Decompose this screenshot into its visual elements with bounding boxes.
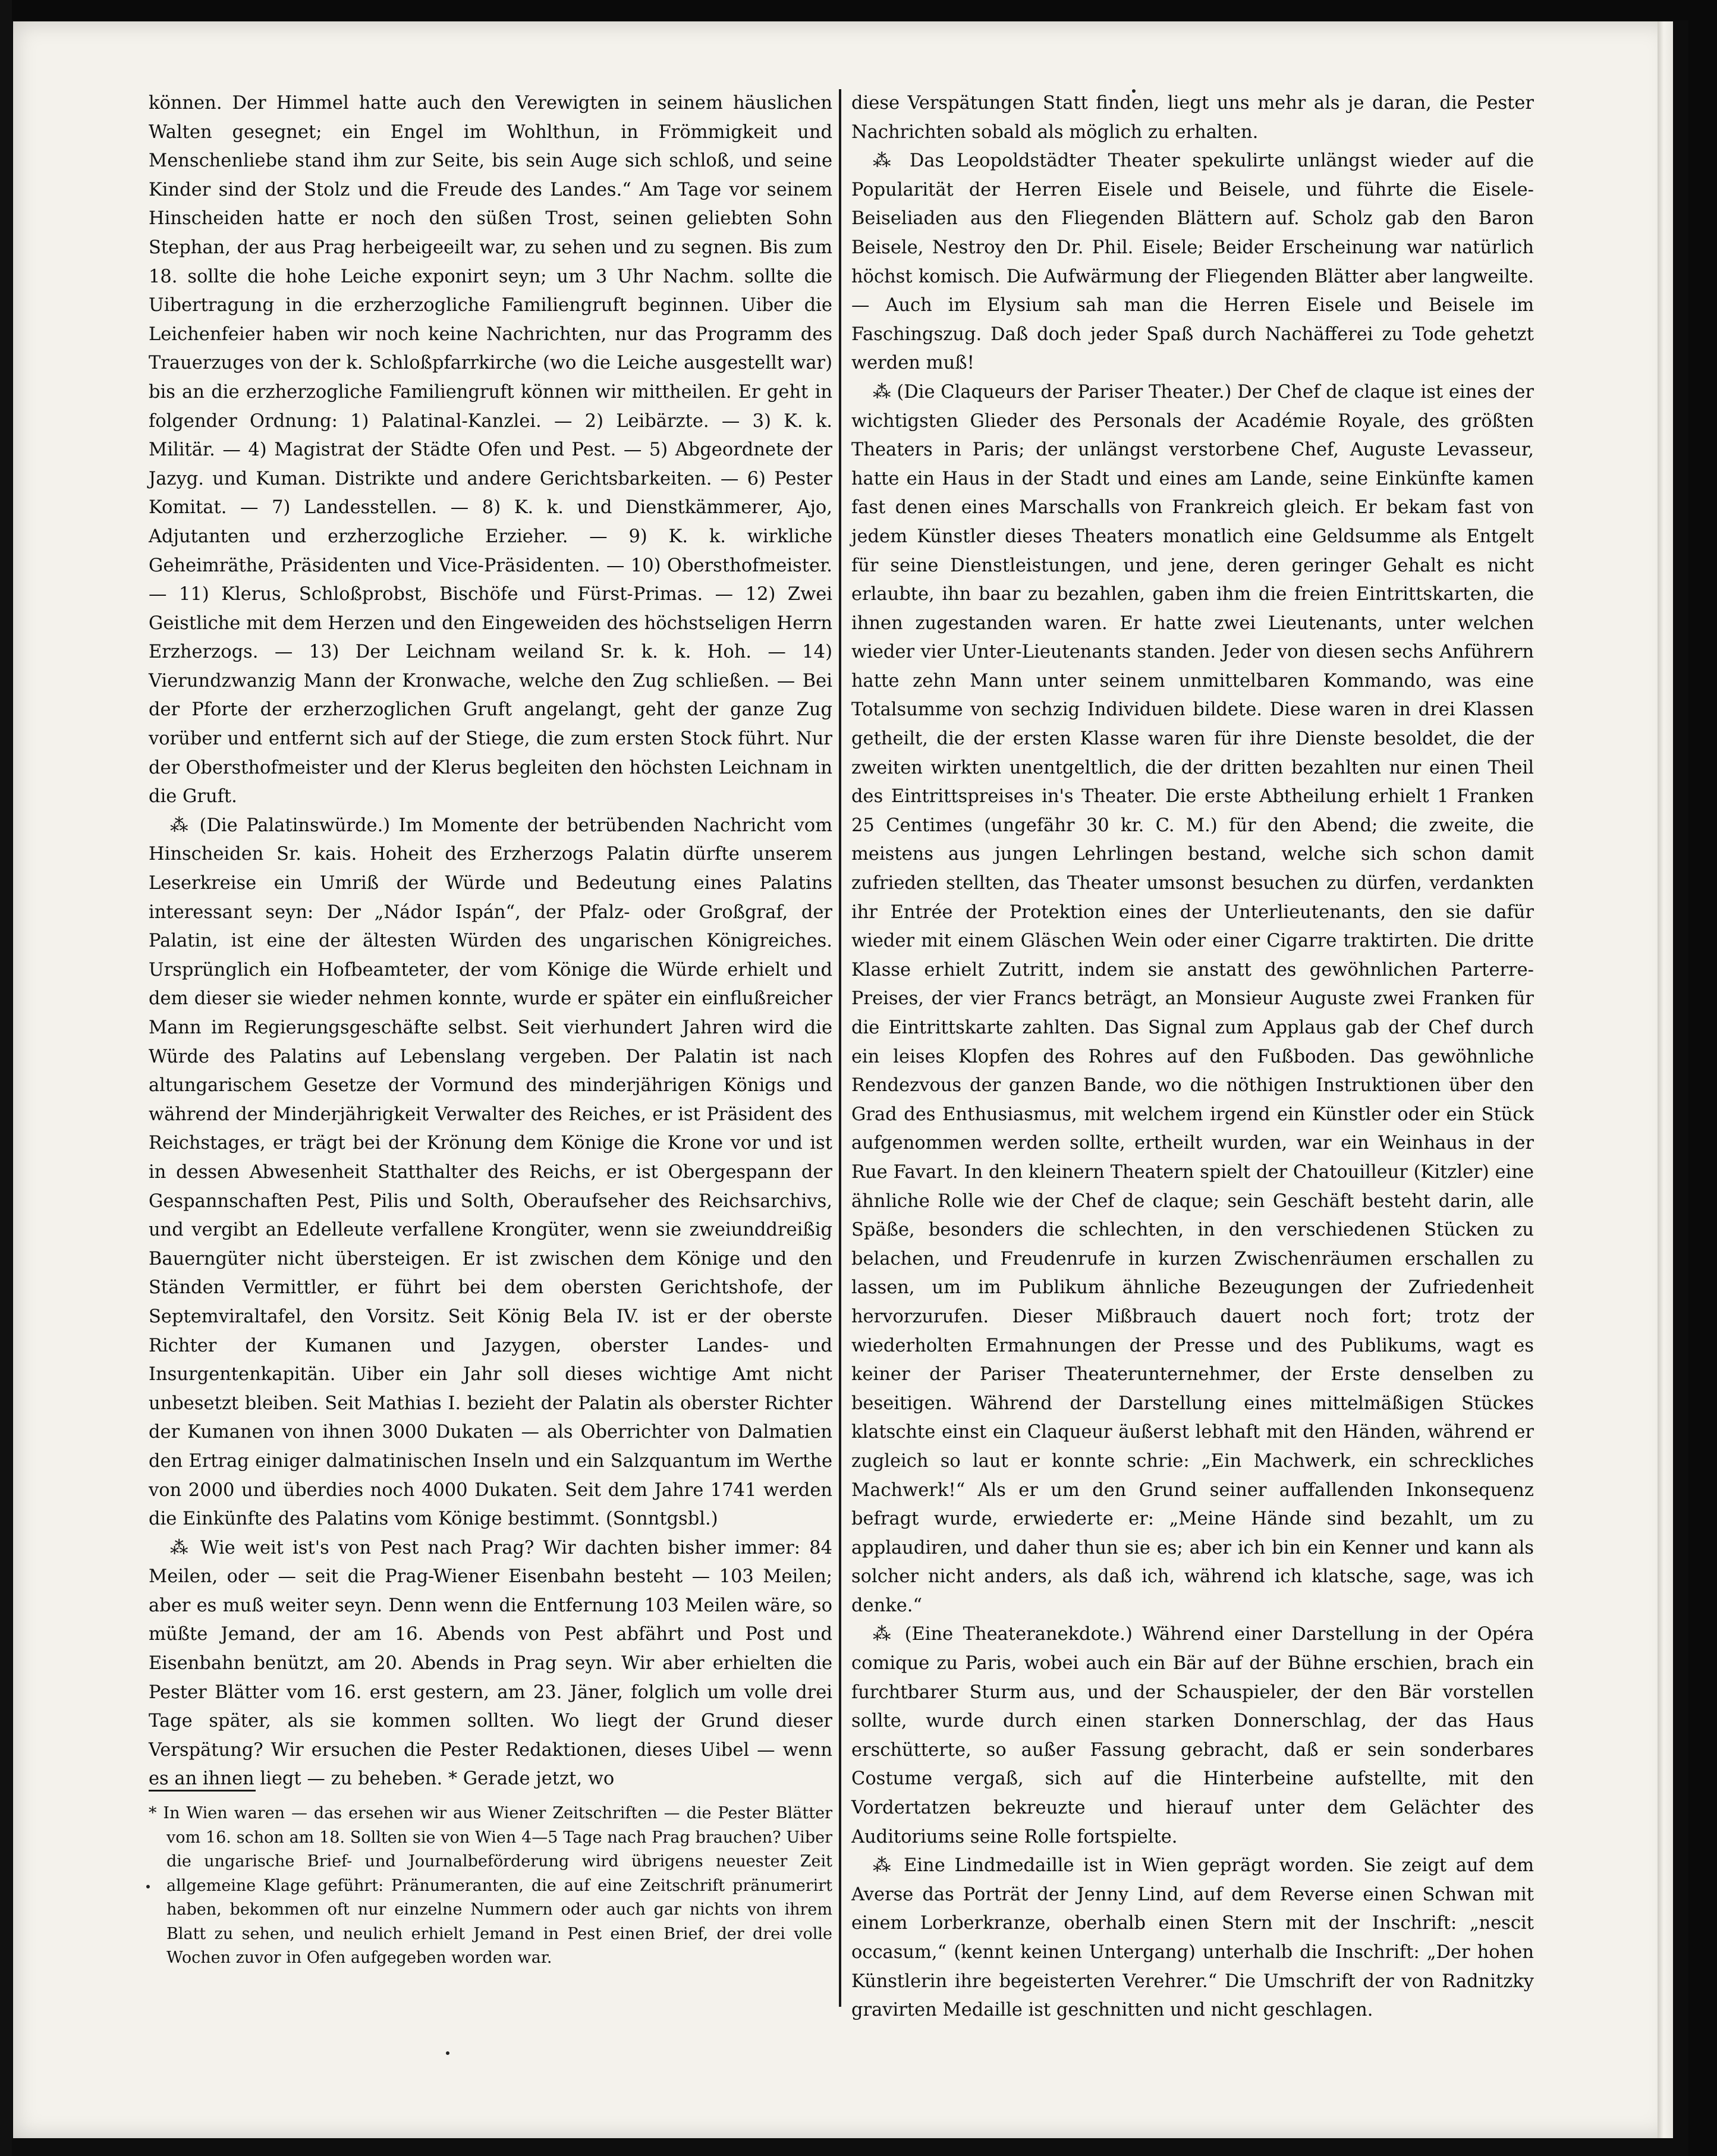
article-paragraph: können. Der Himmel hatte auch den Verewigten in seinem häuslichen Walten gesegnet; ein Engel im Wohlthun, in Frömmigkeit und Menschenliebe stand ihm zur Seite, bis sein Auge sich schloß, und seine Kinder sind der Stolz und die Freude des Landes.“ Am Tage vor seinem Hinscheiden hatte er noch den süßen Trost, seinen geliebten Sohn Stephan, der aus Prag herbeigeeilt war, zu sehen und zu segnen. Bis zum 18. sollte die hohe Leiche exponirt seyn; um 3 Uhr Nachm. sollte die Uibertragung in die erzherzogliche Familiengruft beginnen. Uiber die Leichenfeier haben wir noch keine Nachrichten, nur das Programm des Trauerzuges von der k. Schloßpfarrkirche (wo die Leiche ausgestellt war) bis an die erzherzogliche Familiengruft können wir mittheilen. Er geht in folgender Ordnung: 1) Palatinal-Kanzlei. — 2) Leibärzte. — 3) K. k. Militär. — 4) Magistrat der Städte Ofen und Pest. — 5) Abgeordnete der Jazyg. und Kuman. Distrikte und andere Gerichtsbarkeiten. — 6) Pester Komitat. — 7) Landesstellen. — 8) K. k. und Dienstkämmerer, Ajo, Adjutanten und erzherzogliche Erzieher. — 9) K. k. wirkliche Geheimräthe, Präsidenten und Vice-Präsidenten. — 10) Obersthofmeister. — 11) Klerus, Schloßprobst, Bischöfe und Fürst-Primas. — 12) Zwei Geistliche mit dem Herzen und den Eingeweiden des höchstseligen Herrn Erzherzogs. — 13) Der Leichnam weiland Sr. k. k. Hoh. — 14) Vierundzwanzig Mann der Kronwache, welche den Zug schließen. — Bei der Pforte der erzherzoglichen Gruft angelangt, geht der ganze Zug vorüber und entfernt sich auf der Stiege, die zum ersten Stock führt. Nur der Obersthofmeister und der Klerus begleiten den höchsten Leichnam in die Gruft. <box>149 93 832 807</box>
scan-border-right <box>1688 0 1717 2156</box>
footnote-divider <box>149 1790 256 1792</box>
scan-border-left <box>0 0 12 2156</box>
article-pest-prag: ⁂ Wie weit ist's von Pest nach Prag? Wir dachten bisher immer: 84 Meilen, oder — seit die Prag-Wiener Eisenbahn besteht — 103 Meilen; aber es muß weiter seyn. Denn wenn die Entfernung 103 Meilen wäre, so müßte Jemand, der am 16. Abends von Pest abfährt und Post und Eisenbahn benützt, am 20. Abends in Prag seyn. Wir aber erhielten die Pester Blätter vom 16. erst gestern, am 23. Jäner, folglich um volle drei Tage später, als sie kommen sollten. Wo liegt der Grund dieser Verspätung? Wir ersuchen die Pester Redaktionen, dieses Uibel — wenn es an ihnen liegt — zu beheben. * Gerade jetzt, wo <box>149 1537 832 1790</box>
footnote-block <box>149 1802 832 1970</box>
article-paragraph: diese Verspätungen Statt finden, liegt uns mehr als je daran, die Pester Nachrichten sobald als möglich zu erhalten. <box>851 93 1534 143</box>
left-column <box>149 89 832 1794</box>
article-lindmedaille: ⁂ Eine Lindmedaille ist in Wien geprägt worden. Sie zeigt auf dem Averse das Porträt der Jenny Lind, auf dem Reverse einen Schwan mit einem Lorberkranze, oberhalb einen Stern mit der Inschrift: „nescit occasum,“ (kennt keinen Untergang) unterhalb die Inschrift: „Der hohen Künstlerin ihre begeisterten Verehrer.“ Die Umschrift der von Radnitzky gravirten Medaille ist geschnitten und nicht geschlagen. <box>851 1855 1534 2021</box>
article-palatinswuerde: ⁂ (Die Palatinswürde.) Im Momente der betrübenden Nachricht vom Hinscheiden Sr. kais. Hoheit des Erzherzogs Palatin dürfte unserem Leserkreise ein Umriß der Würde und Bedeutung eines Palatins interessant seyn: Der „Nádor Ispán“, der Pfalz- oder Großgraf, der Palatin, ist eine der ältesten Würden des ungarischen Königreiches. Ursprünglich ein Hofbeamteter, der vom Könige die Würde erhielt und dem dieser sie wieder nehmen konnte, wurde er später ein einflußreicher Mann im Regierungsgeschäfte selbst. Seit vierhundert Jahren wird die Würde des Palatins auf Lebenslang vergeben. Der Palatin ist nach altungarischem Gesetze der Vormund des minderjährigen Königs und während der Minderjährigkeit Verwalter des Reiches, er ist Präsident des Reichstages, er trägt bei der Krönung dem Könige die Krone vor und ist in dessen Abwesenheit Statthalter des Reichs, er ist Obergespann der Gespannschaften Pest, Pilis und Solth, Oberaufseher des Reichsarchivs, und vergibt an Edelleute verfallene Krongüter, wenn sie zweiunddreißig Bauerngüter nicht übersteigen. Er ist zwischen dem Könige und den Ständen Vermittler, er führt bei dem obersten Gerichtshofe, der Septemviraltafel, den Vorsitz. Seit König Bela IV. ist er der oberste Richter der Kumanen und Jazygen, oberster Landes- und Insurgentenkapitän. Uiber ein Jahr soll dieses wichtige Amt nicht unbesetzt bleiben. Seit Mathias I. bezieht der Palatin als oberster Richter der Kumanen von ihnen 3000 Dukaten — als Oberrichter von Dalmatien den Ertrag einiger dalmatinischen Inseln und ein Salzquantum im Werthe von 2000 und überdies noch 4000 Dukaten. Seit dem Jahre 1741 werden die Einkünfte des Palatins vom Könige bestimmt. (Sonntgsbl.) <box>149 815 832 1530</box>
article-theateranekdote: ⁂ (Eine Theateranekdote.) Während einer Darstellung in der Opéra comique zu Paris, wobei auch ein Bär auf der Bühne erschien, brach ein furchtbarer Sturm aus, und der Schauspieler, der den Bär vorstellen sollte, wurde durch einen starken Donnerschlag, der das Haus erschütterte, so außer Fassung gebracht, daß er sein sonderbares Costume vergaß, sich auf die Hinterbeine aufstellte, mit den Vordertatzen bekreuzte und hierauf unter dem Gelächter des Auditoriums seine Rolle fortspielte. <box>851 1624 1534 1847</box>
article-leopoldstaedter-theater: ⁂ Das Leopoldstädter Theater spekulirte unlängst wieder auf die Popularität der Herren Eisele und Beisele, und führte die Eisele-Beiseliaden aus den Fliegenden Blättern auf. Scholz gab den Baron Beisele, Nestroy den Dr. Phil. Eisele; Beider Erscheinung war natürlich höchst komisch. Die Aufwärmung der Fliegenden Blätter aber langweilte. — Auch im Elysium sah man die Herren Eisele und Beisele im Faschingszug. Daß doch jeder Spaß durch Nachäfferei zu Tode gehetzt werden muß! <box>851 150 1534 374</box>
ink-speck <box>146 1885 150 1888</box>
page-fold-edge <box>1658 21 1673 2138</box>
ink-speck <box>446 2051 449 2055</box>
article-claqueurs: ⁂ (Die Claqueurs der Pariser Theater.) Der Chef de claque ist eines der wichtigsten Glieder des Personals der Académie Royale, des größten Theaters in Paris; der unlängst verstorbene Chef, Auguste Levasseur, hatte ein Haus in der Stadt und eines am Lande, seine Einkünfte kamen fast denen eines Marschalls von Frankreich gleich. Er bekam fast von jedem Künstler dieses Theaters monatlich eine Geldsumme als Entgelt für seine Dienstleistungen, und jene, deren geringer Gehalt es nicht erlaubte, ihn baar zu bezahlen, gaben ihm die freien Eintrittskarten, die ihnen zugestanden waren. Er hatte zwei Lieutenants, unter welchen wieder vier Unter-Lieutenants standen. Jeder von diesen sechs Anführern hatte zehn Mann unter seinem unmittelbaren Kommando, was eine Totalsumme von sechzig Individuen bildete. Diese waren in drei Klassen getheilt, die der ersten Klasse waren für ihre Dienste besoldet, die der zweiten wirkten unentgeltlich, die der dritten bezahlten nur einen Theil des Eintrittspreises in's Theater. Die erste Abtheilung erhielt 1 Franken 25 Centimes (ungefähr 30 kr. C. M.) für den Abend; die zweite, die meistens aus jungen Lehrlingen bestand, welche sich schon damit zufrieden stellten, das Theater umsonst besuchen zu dürfen, verdankten ihr Entrée der Protektion eines der Unterlieutenants, den sie dafür wieder mit einem Gläschen Wein oder einer Cigarre traktirten. Die dritte Klasse erhielt Zutritt, indem sie anstatt des gewöhnlichen Parterre-Preises, der vier Francs beträgt, an Monsieur Auguste zwei Franken für die Eintrittskarte zahlten. Das Signal zum Applaus gab der Chef durch ein leises Klopfen des Rohres auf den Fußboden. Das gewöhnliche Rendezvous der ganzen Bande, wo die nöthigen Instruktionen über den Grad des Enthusiasmus, mit welchem irgend ein Künstler oder ein Stück aufgenommen werden sollte, ertheilt wurden, war ein Weinhaus in der Rue Favart. In den kleinern Theatern spielt der Chatouilleur (Kitzler) eine ähnliche Rolle wie der Chef de claque; sein Geschäft besteht darin, alle Späße, besonders die schlechten, in den verschiedenen Stücken zu belachen, und Freudenrufe in kurzen Zwischenräumen erschallen zu lassen, um im Publikum ähnliche Bezeugungen der Zufriedenheit hervorzurufen. Dieser Mißbrauch dauert noch fort; trotz der wiederholten Ermahnungen der Presse und des Publikums, wagt es keiner der Pariser Theaterunternehmer, der Erste denselben zu beseitigen. Während der Darstellung eines mittelmäßigen Stückes klatschte einst ein Claqueur äußerst lebhaft mit den Händen, während er zugleich so laut er konnte schrie: „Ein Machwerk, ein schreckliches Machwerk!“ Als er um den Grund seiner auffallenden Inkonsequenz befragt wurde, erwiederte er: „Meine Hände sind bezahlt, um zu applaudiren, und daher thun sie es; aber ich bin ein Kenner und kann als solcher nicht anders, als daß ich, während ich klatsche, sage, was ich denke.“ <box>851 381 1534 1616</box>
ink-speck <box>1132 89 1136 93</box>
scan-border-top <box>0 0 1717 20</box>
footnote-text: * In Wien waren — das ersehen wir aus Wiener Zeitschriften — die Pester Blätter vom 16. schon am 18. Sollten sie von Wien 4—5 Tage nach Prag brauchen? Uiber die ungarische Brief- und Journalbeförderung wird übrigens neuester Zeit allgemeine Klage geführt: Pränumeranten, die auf eine Zeitschrift pränumerirt haben, bekommen oft nur einzelne Nummern oder auch gar nichts von ihrem Blatt zu sehen, und neulich erhielt Jemand in Pest einen Brief, der drei volle Wochen zuvor in Ofen aufgegeben worden war. <box>149 1804 832 1967</box>
column-divider <box>839 89 841 2007</box>
right-column <box>851 89 1534 2025</box>
